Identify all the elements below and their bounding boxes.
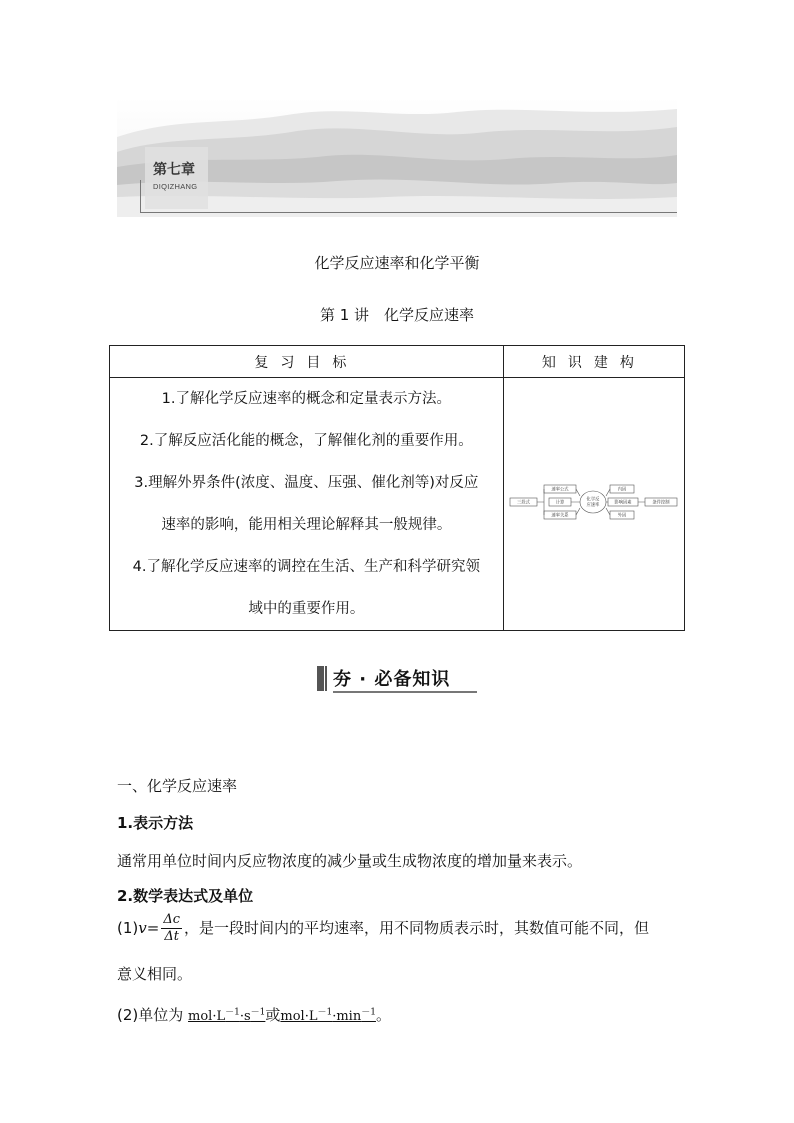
formula-description: ，是一段时间内的平均速率，用不同物质表示时，其数值可能不同，但 — [183, 919, 649, 937]
unit-line — [117, 1004, 391, 1025]
table-header-goals: 复习目标 — [110, 346, 504, 378]
main-title: 化学反应速率和化学平衡 — [314, 254, 480, 272]
formula-equals: = — [146, 919, 160, 937]
formula-prefix: (1) — [117, 919, 139, 937]
lecture-title: 第 1 讲 化学反应速率 — [319, 306, 475, 324]
goal-line: 3.理解外界条件(浓度、温度、压强、催化剂等)对反应 — [134, 475, 479, 491]
unit-or: 或 — [265, 1006, 281, 1024]
map-node: 速率公式 — [551, 487, 569, 493]
table-header-map: 知识建构 — [503, 346, 684, 378]
banner-rule-vertical — [140, 180, 141, 213]
paragraph: 通常用单位时间内反应物浓度的减少量或生成物浓度的增加量来表示。 — [117, 852, 583, 870]
tag-underline — [333, 691, 477, 693]
formula-line — [117, 912, 649, 945]
section-tag-label: 夯 · 必备知识 — [333, 669, 451, 690]
chapter-label-box — [145, 147, 208, 209]
goal-line: 速率的影响，能用相关理论解释其一般规律。 — [161, 517, 452, 533]
map-center-line1: 化学反 — [586, 497, 600, 503]
map-node: 外因 — [617, 513, 627, 519]
unit-prefix: (2)单位为 — [117, 1006, 184, 1024]
section-heading: 一、化学反应速率 — [117, 777, 238, 795]
goal-line: 域中的重要作用。 — [248, 601, 365, 617]
banner-rule — [140, 212, 677, 213]
map-node: 条件控制 — [652, 500, 670, 506]
subheading: 1.表示方法 — [117, 814, 194, 832]
knowledge-map-cell — [503, 378, 684, 631]
formula-numerator: Δc — [163, 912, 180, 927]
formula-denominator: Δt — [164, 929, 179, 944]
goal-line: 2.了解反应活化能的概念，了解催化剂的重要作用。 — [139, 433, 473, 449]
map-node: 速率关系 — [551, 513, 569, 519]
paragraph: 意义相同。 — [117, 965, 193, 983]
unit-end: 。 — [375, 1006, 391, 1024]
tag-marker — [317, 666, 324, 691]
map-node: 内因 — [617, 487, 627, 493]
unit-answer-2: $mol\cdot L^{-1}\cdot\min^{-1}$ — [280, 1007, 376, 1024]
map-node: 三段式 — [516, 500, 530, 506]
unit-answer-1: $mol\cdot L^{-1}\cdot s^{-1}$ — [188, 1007, 266, 1024]
chapter-pinyin: DIQIZHANG — [153, 182, 198, 191]
formula-variable: v — [138, 919, 147, 937]
formula-fraction — [161, 912, 182, 945]
goal-line: 1.了解化学反应速率的概念和定量表示方法。 — [161, 391, 451, 407]
review-goals-table — [109, 345, 685, 631]
tag-marker-thin — [325, 666, 327, 691]
subheading: 2.数学表达式及单位 — [117, 887, 254, 905]
map-node: 影响因素 — [614, 500, 632, 506]
chapter-title: 第七章 — [153, 162, 195, 178]
map-center-line2: 应速率 — [586, 503, 600, 508]
section-tag — [317, 664, 477, 692]
knowledge-map-diagram — [509, 472, 679, 532]
goal-line: 4.了解化学反应速率的调控在生活、生产和科学研究领 — [132, 559, 480, 575]
map-node: 计算 — [555, 500, 565, 506]
goals-cell — [110, 378, 504, 631]
